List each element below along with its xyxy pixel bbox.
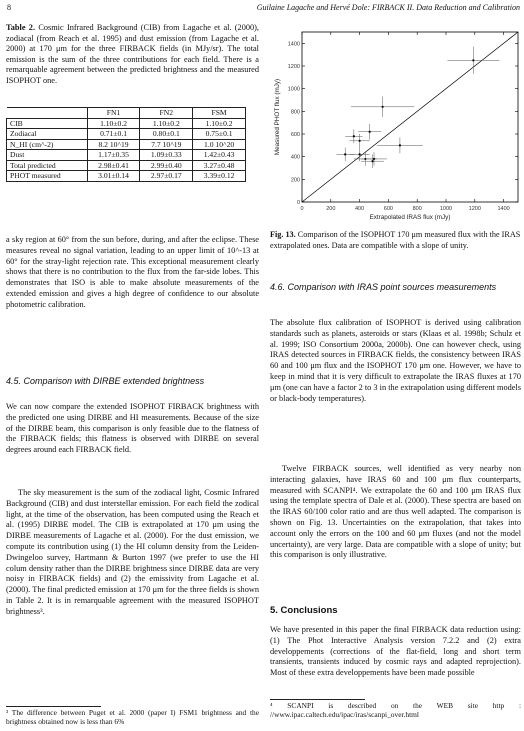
table-caption-text: Cosmic Infrared Background (CIB) from Lagache et al. (2000), zodiacal (from Reach et al. 1995) and dust emission (from Lagache et al. 2000) at 170 μm for the three FIRBACK fields (in MJy/sr). The total emission is the sum of the three contributions for each field. There is a remarquable agreement between the predicted brightness and the measured ISOPHOT one. [6,23,259,85]
table-cell: 1.10±0.2 [87,118,140,129]
table-row-label: Zodiacal [7,129,88,140]
y-tick-label: 1200 [287,64,300,70]
table-col-header: FSM [193,108,246,119]
table-cell: 7.7 10^19 [140,139,193,150]
x-tick-label: 1200 [468,206,481,212]
x-tick-label: 800 [412,206,422,212]
table-row [7,171,246,182]
x-axis-label: Extrapolated IRAS flux (mJy) [369,214,451,221]
table-cell: 1.17±0.35 [87,150,140,161]
data-point [353,135,355,137]
x-tick-label: 200 [326,206,336,212]
data-point [472,59,474,61]
paragraph-dirbe-intro: We can now compare the extended ISOPHOT FIRBACK brightness with the predicted one using DIRBE and HI measurements. Because of the size of the DIRBE beam, this comparison is only feasible due to the flatness of the FIRBACK fields; this flatness is observed with DIRBE on several degrees around each FIRBACK field. [6,402,259,455]
table-cell: 1.42±0.43 [193,150,246,161]
table-col-header: FN2 [140,108,193,119]
table-cell: 8.2 10^19 [87,139,140,150]
table-row-label: Total predicted [7,160,88,171]
table-cell: 2.98±0.41 [87,160,140,171]
table-header-row [7,108,246,119]
data-point [369,131,371,133]
table-cell: 0.80±0.1 [140,129,193,140]
x-tick-label: 400 [355,206,365,212]
y-tick-label: 200 [290,177,300,184]
y-tick-label: 800 [290,109,300,116]
y-tick-label: 0 [296,200,300,206]
x-tick-label: 0 [300,206,304,212]
paragraph-sky-measurement: The sky measurement is the sum of the zodiacal light, Cosmic Infrared Background (CIB) and dust interstellar emission. For each field the zodical light, at the time of the observation, has been computed using the Reach et al. (1995) DIRBE model. The CIB is extrapolated at 170 μm using the DIRBE measurements of Lagache et al. (2000). For the dust emission, we compute its contribution using (1) the HI column density from the Leiden-Dwingeloo survey, Hartmann & Burton 1997 (we prefer to use the HI colum density rather than the DIRBE brightness since DIRBE data are very noisy in FIRBACK fields) and (2) the emissivity from Lagache et al. (2000). The final predicted emission at 170 μm for the three fields is shown in Table 2. It is in remarquable agreement with the measured ISOPHOT brightness³. [6,488,259,616]
table-row [7,118,246,129]
footnote-rule [270,699,365,700]
x-tick-label: 1400 [497,206,510,212]
y-tick-label: 400 [290,154,300,161]
footnote-3: ³ The difference between Puget et al. 2000 (paper I) FSM1 brightness and the brightness obtained now is less than 6% [6,708,259,727]
table-row-label: N_HI (cm^-2) [7,139,88,150]
y-axis-label: Measured PHOT flux (mJy) [274,78,281,156]
footnote-rule [6,706,101,707]
table-cell: 1.10±0.2 [140,118,193,129]
table-cell: 2.99±0.40 [140,160,193,171]
unity-line [302,32,518,202]
table-row-label: CIB [7,118,88,129]
section-heading-4-6: 4.6. Comparison with IRAS point sources measurements [270,282,497,292]
section-heading-4-5: 4.5. Comparison with DIRBE extended brightness [6,376,205,386]
table-cell: 0.75±0.1 [193,129,246,140]
data-point [359,140,361,142]
paragraph-iras-calibration: The absolute flux calibration of ISOPHOT is derived using calibration standards such as planets, asteroids or stars (Klaas et al. 1998b; Schulz et al. 1999; ISO Consortium 2000a, 2000b). One can however check, using IRAS detected sources in FIRBACK fields, the consistency between IRAS 60 and 100 μm flux and the ISOPHOT 170 μm one. However, we have to keep in mind that it is very difficult to extrapolate the IRAS fluxes at 170 μm (one can have a factor 2 to 3 in the extrapolation using different models or black-body temperatures). [270,318,521,403]
results-table [6,107,246,182]
paragraph-conclusions: We have presented in this paper the final FIRBACK data reduction using: (1) The Phot Interactive Analysis version 7.2.2 and (2) extra developpements (corrections of the flat-field, long and short term transients, transients induced by cosmic rays and adapted reprojection). Most of these extra developpements have been made possible [270,625,521,678]
table-cell: 1.09±0.33 [140,150,193,161]
scatter-chart [270,24,523,224]
data-point [344,153,346,155]
x-tick-label: 1000 [439,206,453,212]
y-tick-label: 1400 [287,41,300,48]
data-point [359,153,361,155]
table-row [7,129,246,140]
running-title: Guilaine Lagache and Hervé Dole: FIRBACK II. Data Reduction and Calibration [256,3,520,12]
table-cell: 1.0 10^20 [193,139,246,150]
page-header [0,3,524,15]
section-heading-5: 5. Conclusions [270,605,338,616]
table-corner [7,108,88,119]
table-row [7,160,246,171]
data-point [373,158,375,160]
table-cell: 3.27±0.48 [193,160,246,171]
table-cell: 0.71±0.1 [87,129,140,140]
table-cell: 1.10±0.2 [193,118,246,129]
figure-caption-label: Fig. 13. [270,230,296,239]
table-row [7,150,246,161]
figure-caption-text: Comparison of the ISOPHOT 170 μm measured flux with the IRAS extrapolated ones. Data are compatible with a slope of unity. [270,230,521,250]
table-row-label: Dust [7,150,88,161]
table-cell: 2.97±0.17 [140,171,193,182]
figure-caption [270,230,521,251]
table-row [7,139,246,150]
y-tick-label: 1000 [287,86,300,93]
table-row-label: PHOT measured [7,171,88,182]
table-caption [6,23,259,86]
footnote-4: ⁴ SCANPI is described on the WEB site http : //www.ipac.caltech.edu/ipac/iras/scanpi_over.html [270,701,521,720]
paragraph-straylight: a sky region at 60° from the sun before, during, and after the eclipse. These measures reveal no signal variation, leading to an upper limit of 10^-13 at 60° for the stray-light rejection rate. This exceptional measurement clearly shows that there is no contribution to the flux from the far-side lobes. This demonstrates that ISO is able to make absolute measurements of the extended emission and gives a high degree of confidence to our absolute photometric calibration. [6,235,259,309]
data-point [399,144,401,146]
x-tick-label: 600 [383,206,393,212]
page-number: 8 [7,3,11,12]
y-tick-label: 600 [290,132,300,138]
data-point [382,106,384,108]
table-cell: 3.01±0.14 [87,171,140,182]
figure-13 [270,24,523,224]
table-caption-label: Table 2. [6,23,36,32]
table-col-header: FN1 [87,108,140,119]
table-cell: 3.39±0.12 [193,171,246,182]
paragraph-twelve-sources: Twelve FIRBACK sources, well identified as very nearby non interacting galaxies, have IRAS 60 and 100 μm flux counterparts, measured with SCANPI⁴. We extrapolate the 60 and 100 μm IRAS flux using the template spectra of Dale et al. (2000). These spectra are based on the IRAS 60/100 color ratio and are thus well adapted. The comparison is shown on Fig. 13. Uncertainties on the extrapolation, that takes into account only the errors on the 100 and 60 μm fluxes (and not the model uncertainty), are very large. Data are compatible with a slope of unity; but this comparison is only illustrative. [270,464,521,560]
data-point [371,160,373,162]
